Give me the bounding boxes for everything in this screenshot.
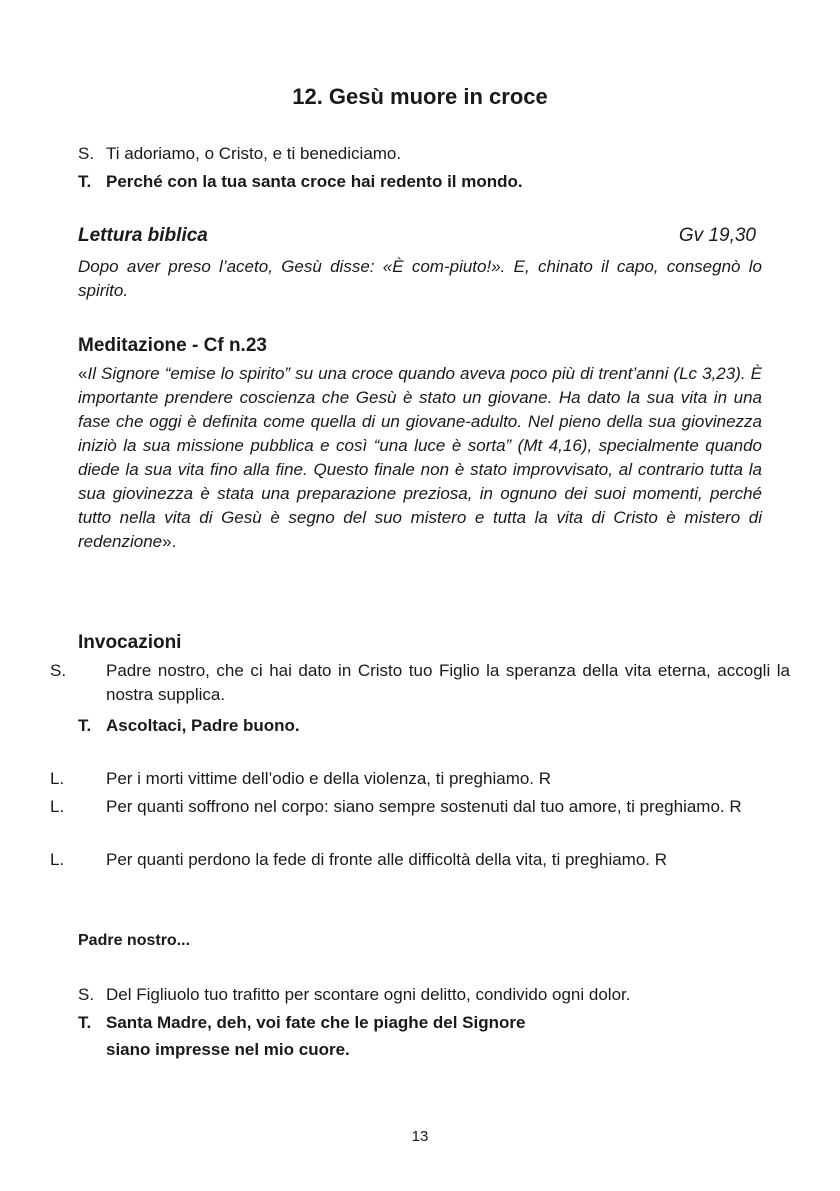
speaker-label: S. — [50, 661, 67, 680]
closing-s-text: Del Figliuolo tuo trafitto per scontare ogni delitto, condivido ogni dolor. — [106, 985, 631, 1004]
meditation-open-quote: « — [78, 364, 88, 383]
closing-t-line-2: siano impresse nel mio cuore. — [106, 1040, 350, 1059]
reading-reference: Gv 19,30 — [678, 225, 756, 246]
reading-text: Dopo aver preso l’aceto, Gesù disse: «È com-piuto!». E, chinato il capo, consegnò lo spirito. — [78, 257, 762, 300]
meditation-paragraph — [78, 362, 762, 554]
reading-header — [78, 224, 762, 248]
speaker-label: L. — [50, 797, 65, 816]
invocation-item-text: Per quanti perdono la fede di fronte alle difficoltà della vita, ti preghiamo. R — [106, 850, 668, 869]
invocations-t-line — [78, 714, 762, 738]
meditation-close-quote: ». — [162, 532, 177, 551]
invocations-heading: Invocazioni — [78, 632, 182, 653]
meditation-heading: Meditazione - Cf n.23 — [78, 335, 267, 356]
closing-s-line — [78, 983, 762, 1007]
page-number: 13 — [411, 1128, 429, 1145]
speaker-label: S. — [78, 985, 95, 1004]
lords-prayer: Padre nostro... — [78, 932, 191, 949]
opening-s-line — [78, 142, 762, 166]
speaker-label: T. — [78, 172, 92, 191]
invocation-item — [50, 767, 790, 791]
opening-t-line — [78, 170, 762, 194]
invocation-item — [50, 848, 790, 872]
page-title: 12. Gesù muore in croce — [292, 84, 548, 109]
speaker-label: T. — [78, 716, 92, 735]
speaker-label: S. — [78, 144, 95, 163]
invocation-item-text: Per quanti soffrono nel corpo: siano sempre sostenuti dal tuo amore, ti preghiamo. R — [106, 797, 742, 816]
invocations-s-line — [50, 659, 790, 707]
speaker-label: L. — [50, 850, 65, 869]
invocation-item — [50, 795, 790, 819]
reading-heading: Lettura biblica — [78, 225, 208, 246]
invocations-t-text: Ascoltaci, Padre buono. — [106, 716, 300, 735]
invocation-item-text: Per i morti vittime dell’odio e della violenza, ti preghiamo. R — [106, 769, 552, 788]
invocations-s-text: Padre nostro, che ci hai dato in Cristo tuo Figlio la speranza della vita eterna, accogli la nostra supplica. — [106, 661, 790, 704]
speaker-label: L. — [50, 769, 65, 788]
closing-t-text-1: Santa Madre, deh, voi fate che le piaghe del Signore — [106, 1013, 526, 1032]
meditation-text: Il Signore “emise lo spirito” su una croce quando aveva poco più di trent’anni (Lc 3,23). È importante prendere coscienza che Gesù è stato un giovane. Ha dato la sua vita in una fase che oggi è definita come quella di un giovane-adulto. Nel pieno della sua giovinezza iniziò la sua missione pubblica e così “una luce è sorta” (Mt 4,16), specialmente quando diede la sua vita fino alla fine. Questo finale non è stato improvvisato, al contrario tutta la sua giovinezza è stata una preparazione preziosa, in ognuno dei suoi momenti, perché tutto nella vita di Gesù è segno del suo mistero e tutta la vita di Cristo è mistero di redenzione — [78, 364, 762, 551]
closing-t-line — [78, 1011, 762, 1035]
opening-t-text: Perché con la tua santa croce hai redento il mondo. — [106, 172, 523, 191]
speaker-label: T. — [78, 1013, 92, 1032]
opening-s-text: Ti adoriamo, o Cristo, e ti benediciamo. — [106, 144, 402, 163]
